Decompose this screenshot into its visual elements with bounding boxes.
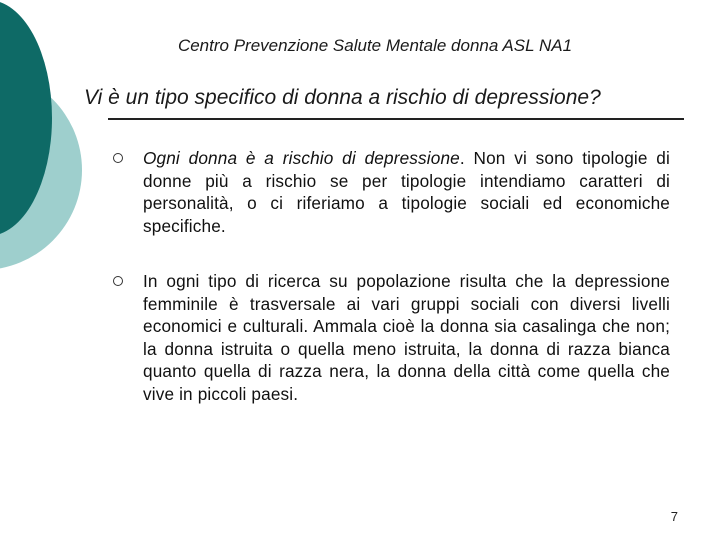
bullet-item <box>112 147 670 237</box>
title-divider <box>108 118 684 120</box>
header-organization: Centro Prevenzione Salute Mentale donna ASL NA1 <box>177 36 573 55</box>
bullet-text: . Non vi sono tipologie di donne più a rischio se per tipologie intendiamo caratteri di personalità, o ci riferiamo a tipologie sociali ed economiche specifiche. <box>143 148 670 236</box>
bullet-list <box>112 147 670 405</box>
bullet-marker-icon <box>113 153 123 163</box>
bullet-text: In ogni tipo di ricerca su popolazione risulta che la depressione femminile è trasversale ai vari gruppi sociali con diversi livelli economici e culturali. Ammala cioè la donna sia casalinga che non; la donna istruita o quella meno istruita, la donna di razza bianca quanto quella di razza nera, la donna della città come quella che vive in piccoli paesi. <box>143 271 670 404</box>
bullet-item <box>112 270 670 405</box>
page-number: 7 <box>670 509 678 524</box>
bullet-marker-icon <box>113 276 123 286</box>
bullet-italic-lead: Ogni donna è a rischio di depressione <box>143 148 460 168</box>
slide-title: Vi è un tipo specifico di donna a rischio di depressione? <box>84 86 601 109</box>
